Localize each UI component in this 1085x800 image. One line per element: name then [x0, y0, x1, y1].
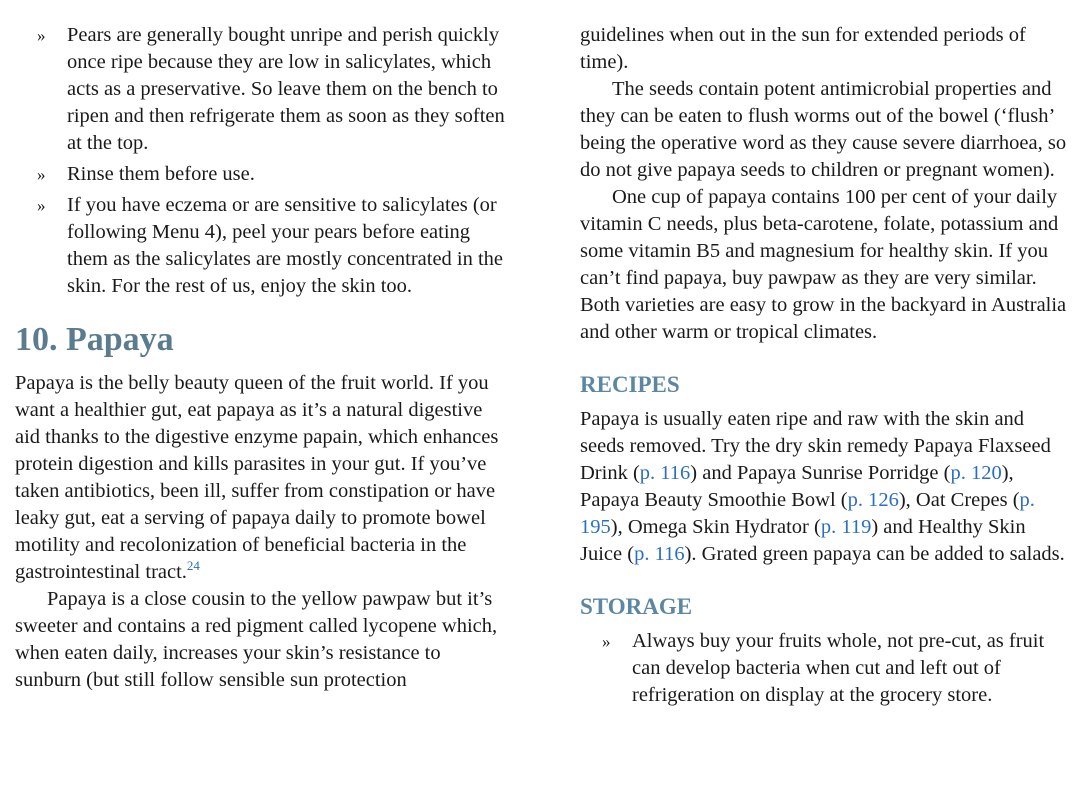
section-heading-papaya: 10. Papaya [15, 321, 174, 358]
page-link[interactable]: p. 195 [580, 489, 1035, 538]
bullet-text: If you have eczema or are sensitive to salicylates (or following Menu 4), peel your pears before eating them as the salicylates are mostly concentrated in the skin. For the rest of us, enjoy the skin too. [67, 194, 504, 297]
papaya-paragraph-3: The seeds contain potent antimicrobial properties and they can be eaten to flush worms out of the bowel (‘flush’ being the operative word as they cause severe diarrhoea, so do not give papaya seeds to children or pregnant women). [580, 78, 1067, 181]
bullet-text: Rinse them before use. [67, 163, 255, 185]
list-item [15, 192, 505, 300]
footnote-link[interactable]: 24 [186, 558, 200, 574]
recipes-text: ). Grated green papaya can be added to salads. [684, 543, 1065, 565]
page-link[interactable]: p. 116 [634, 543, 685, 565]
papaya-paragraph-2: Papaya is a close cousin to the yellow pawpaw but it’s sweeter and contains a red pigment called lycopene which, when eaten daily, increases your skin’s resistance to sunburn (but still follow sensible sun protection [15, 588, 498, 691]
recipes-text: ) and Healthy Skin Juice ( [580, 516, 1026, 565]
bullet-text: Pears are generally bought unripe and perish quickly once ripe because they are low in salicylates, which acts as a preservative. So leave them on the bench to ripen and then refrigerate them as soon as they soften at the top. [67, 24, 505, 154]
page-link[interactable]: p. 119 [820, 516, 872, 538]
page-link[interactable]: p. 116 [639, 462, 691, 484]
bullet-marker: » [37, 165, 46, 184]
list-item [15, 161, 505, 188]
bullet-marker: » [37, 196, 46, 215]
storage-tips-list [580, 628, 1070, 709]
papaya-paragraph-2-continued: guidelines when out in the sun for extended periods of time). [580, 24, 1026, 73]
papaya-paragraph-1 [15, 370, 505, 586]
list-item [580, 628, 1070, 709]
left-column [15, 22, 505, 694]
recipes-text: ), Oat Crepes ( [898, 489, 1020, 511]
papaya-paragraph-4: One cup of papaya contains 100 per cent of your daily vitamin C needs, plus beta-carotene, folate, potassium and some vitamin B5 and magnesium for healthy skin. If you can’t find papaya, buy pawpaw as they are very similar. Both varieties are easy to grow in the backyard in Australia and other warm or tropical climates. [580, 186, 1067, 343]
recipes-paragraph [580, 406, 1070, 568]
page-link[interactable]: p. 126 [847, 489, 899, 511]
recipes-text: Papaya is usually eaten ripe and raw with the skin and seeds removed. Try the dry skin remedy Papaya Flaxseed Drink ( [580, 408, 1051, 484]
recipes-text: ) and Papaya Sunrise Porridge ( [690, 462, 951, 484]
recipes-heading: RECIPES [580, 372, 680, 397]
bullet-marker: » [602, 632, 611, 651]
bullet-marker: » [37, 26, 46, 45]
right-column [580, 22, 1070, 713]
page-link[interactable]: p. 120 [950, 462, 1002, 484]
list-item [15, 22, 505, 157]
pears-tips-list [15, 22, 505, 300]
paragraph-text: Papaya is the belly beauty queen of the fruit world. If you want a healthier gut, eat papaya as it’s a natural digestive aid thanks to the digestive enzyme papain, which enhances protein digestion and kills parasites in your gut. If you’ve taken antibiotics, been ill, suffer from constipation or have leaky gut, eat a serving of papaya daily to promote bowel motility and recolonization of beneficial bacteria in the gastrointestinal tract. [15, 372, 499, 583]
storage-heading: STORAGE [580, 594, 693, 619]
bullet-text: Always buy your fruits whole, not pre-cut, as fruit can develop bacteria when cut and left out of refrigeration on display at the grocery store. [632, 630, 1045, 706]
recipes-text: ), Omega Skin Hydrator ( [610, 516, 821, 538]
recipes-text: ), Papaya Beauty Smoothie Bowl ( [580, 462, 1014, 511]
